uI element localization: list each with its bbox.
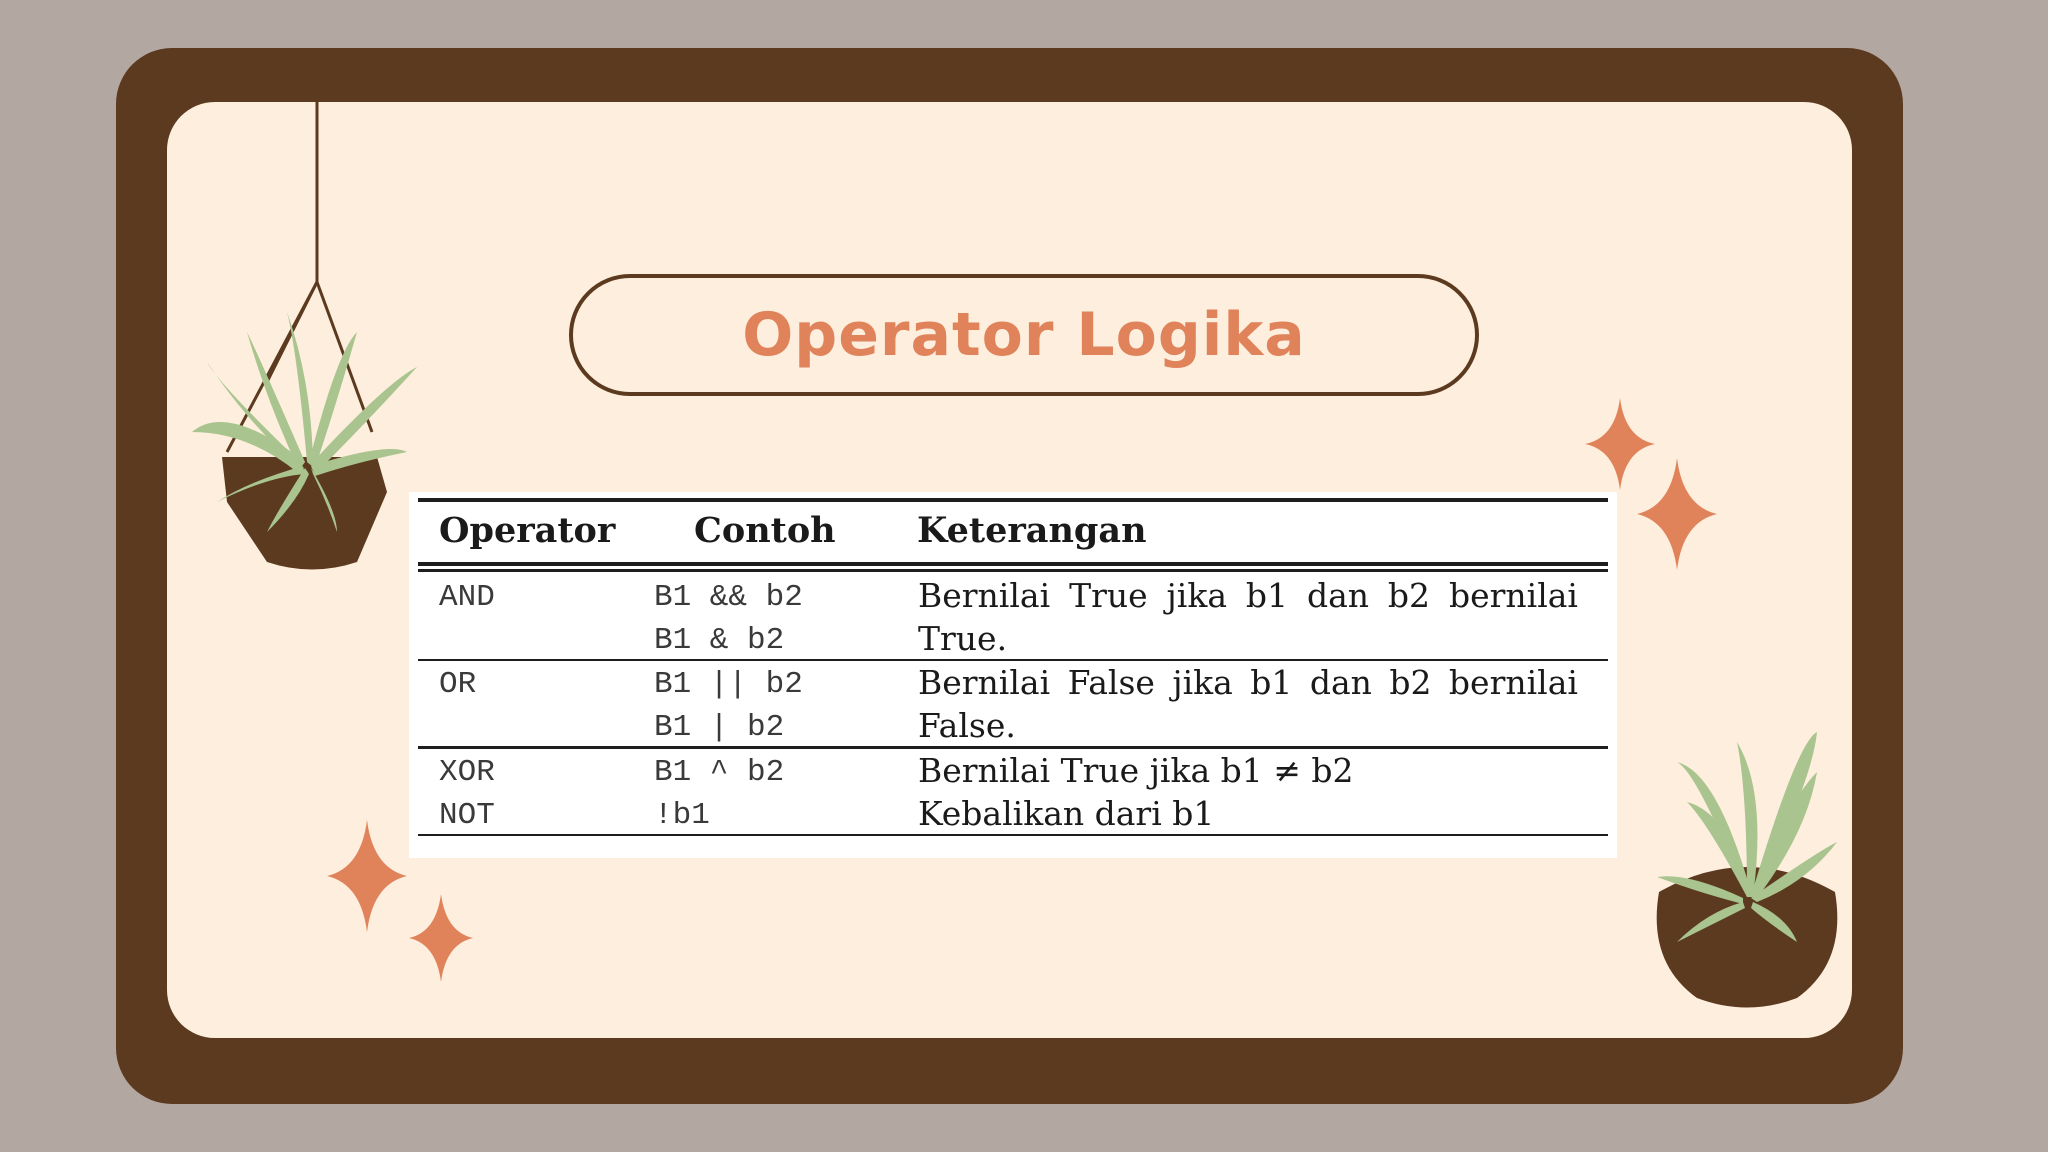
page-title: Operator Logika (742, 300, 1306, 370)
table-cell-example: B1 || b2 (654, 667, 803, 702)
table-cell-operator: XOR (439, 755, 495, 790)
sparkle-icon (409, 894, 473, 982)
table-cell-operator: AND (439, 580, 495, 615)
table-cell-description: Bernilai False jika b1 dan b2 bernilai False. (918, 663, 1578, 745)
potted-plant-icon (1647, 702, 1847, 1012)
table-top-rule (418, 498, 1608, 502)
sparkle-icon (1637, 458, 1717, 570)
operator-table (409, 492, 1617, 858)
header-rule-2 (418, 569, 1608, 572)
table-cell-description: Bernilai True jika b1 ≠ b2 (918, 751, 1354, 790)
table-cell-example: B1 | b2 (654, 710, 785, 745)
table-cell-description: Kebalikan dari b1 (918, 794, 1215, 833)
table-cell-operator: OR (439, 667, 477, 702)
hanging-plant-icon (187, 102, 427, 582)
header-contoh: Contoh (694, 510, 836, 551)
slide-card (167, 102, 1852, 1038)
title-pill (569, 274, 1479, 396)
table-cell-operator: NOT (439, 798, 495, 833)
table-cell-example: B1 ^ b2 (654, 755, 785, 790)
sparkle-icon (327, 820, 407, 932)
header-operator: Operator (439, 510, 616, 551)
table-bottom-rule (418, 834, 1608, 836)
table-cell-example: !b1 (654, 798, 710, 833)
table-cell-example: B1 & b2 (654, 623, 785, 658)
header-rule-1 (418, 562, 1608, 566)
table-cell-example: B1 && b2 (654, 580, 803, 615)
header-keterangan: Keterangan (917, 510, 1147, 551)
table-cell-description: Bernilai True jika b1 dan b2 bernilai True. (918, 576, 1578, 658)
